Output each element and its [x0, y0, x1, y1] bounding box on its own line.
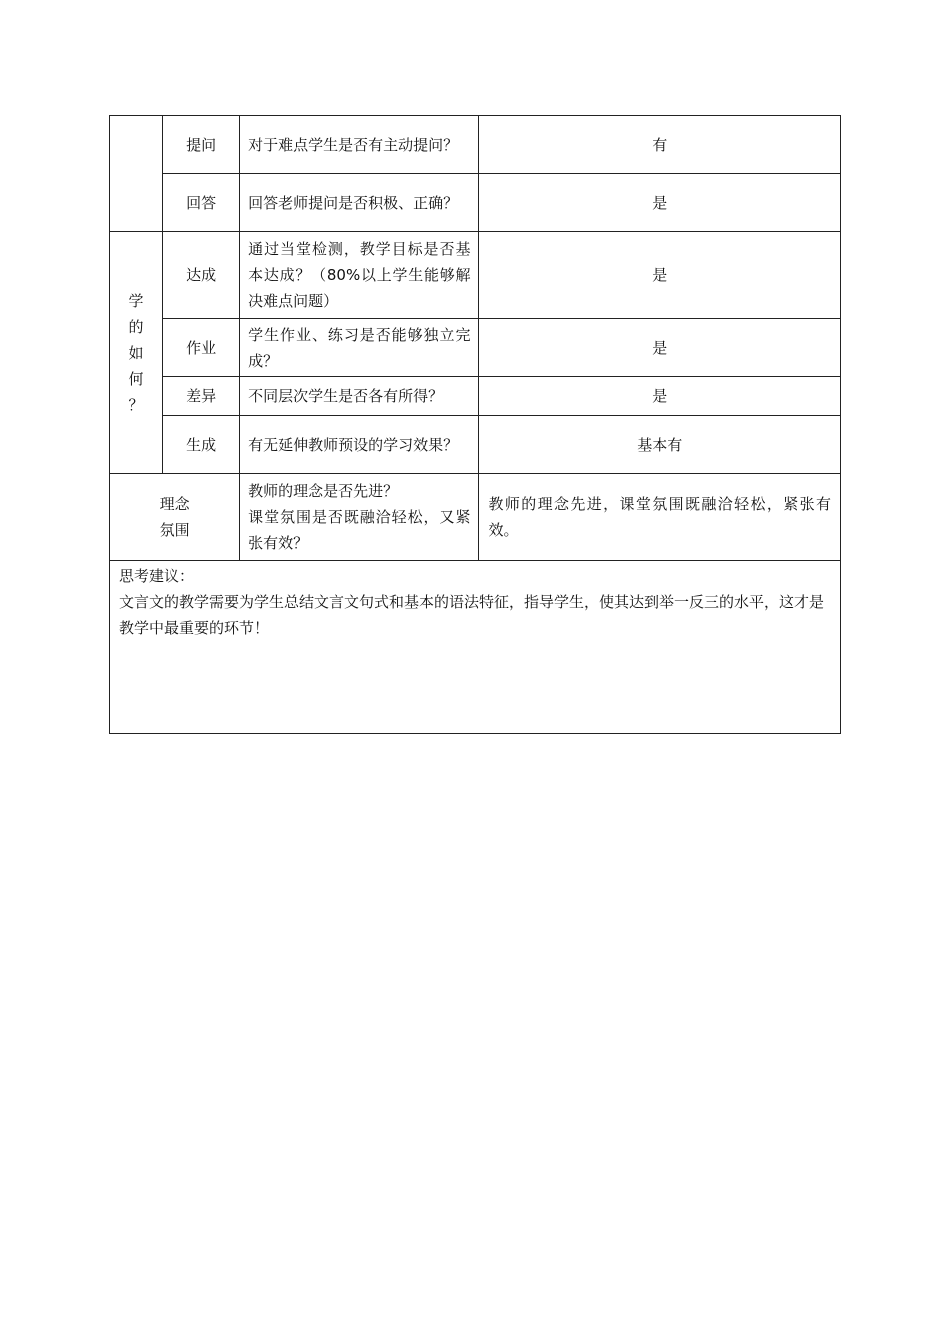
item-cell: 差异 [163, 377, 240, 416]
evaluation-sheet [109, 115, 841, 734]
table-row [110, 474, 841, 561]
question-line: 教师的理念是否先进？ [248, 482, 399, 500]
answer-cell: 基本有 [479, 416, 841, 474]
category-char: 学 [128, 291, 144, 310]
table-row [110, 174, 841, 232]
table-row [110, 377, 841, 416]
question-cell: 对于难点学生是否有主动提问？ [240, 116, 479, 174]
notes-cell [110, 561, 841, 734]
item-cell: 达成 [163, 232, 240, 319]
category-cell-learning [110, 232, 163, 474]
category-cell-idea [110, 474, 240, 561]
table-row [110, 561, 841, 734]
item-cell: 生成 [163, 416, 240, 474]
notes-label: 思考建议： [119, 567, 195, 585]
category-cell-empty [110, 116, 163, 232]
question-cell: 回答老师提问是否积极、正确？ [240, 174, 479, 232]
answer-cell: 教师的理念先进，课堂氛围既融洽轻松，紧张有效。 [479, 474, 841, 561]
answer-cell: 有 [479, 116, 841, 174]
table-row [110, 232, 841, 319]
item-cell: 回答 [163, 174, 240, 232]
question-cell [240, 474, 479, 561]
table-row [110, 416, 841, 474]
item-cell: 提问 [163, 116, 240, 174]
category-line: 氛围 [159, 521, 190, 539]
answer-cell: 是 [479, 232, 841, 319]
answer-cell: 是 [479, 377, 841, 416]
evaluation-table [109, 115, 841, 734]
answer-cell: 是 [479, 319, 841, 377]
question-cell: 通过当堂检测，教学目标是否基本达成？（80%以上学生能够解决难点问题） [240, 232, 479, 319]
notes-body: 文言文的教学需要为学生总结文言文句式和基本的语法特征，指导学生，使其达到举一反三的水平，这才是教学中最重要的环节！ [119, 593, 825, 637]
question-cell: 不同层次学生是否各有所得？ [240, 377, 479, 416]
question-cell: 有无延伸教师预设的学习效果？ [240, 416, 479, 474]
question-cell: 学生作业、练习是否能够独立完成？ [240, 319, 479, 377]
category-line: 理念 [159, 495, 190, 513]
category-char: 如 [128, 343, 144, 362]
item-cell: 作业 [163, 319, 240, 377]
table-row [110, 116, 841, 174]
answer-cell: 是 [479, 174, 841, 232]
question-line: 课堂氛围是否既融洽轻松，又紧张有效？ [248, 508, 471, 552]
category-char: 的 [128, 317, 144, 336]
category-char: 何 [128, 369, 144, 388]
table-row [110, 319, 841, 377]
category-char: ？ [128, 395, 144, 414]
